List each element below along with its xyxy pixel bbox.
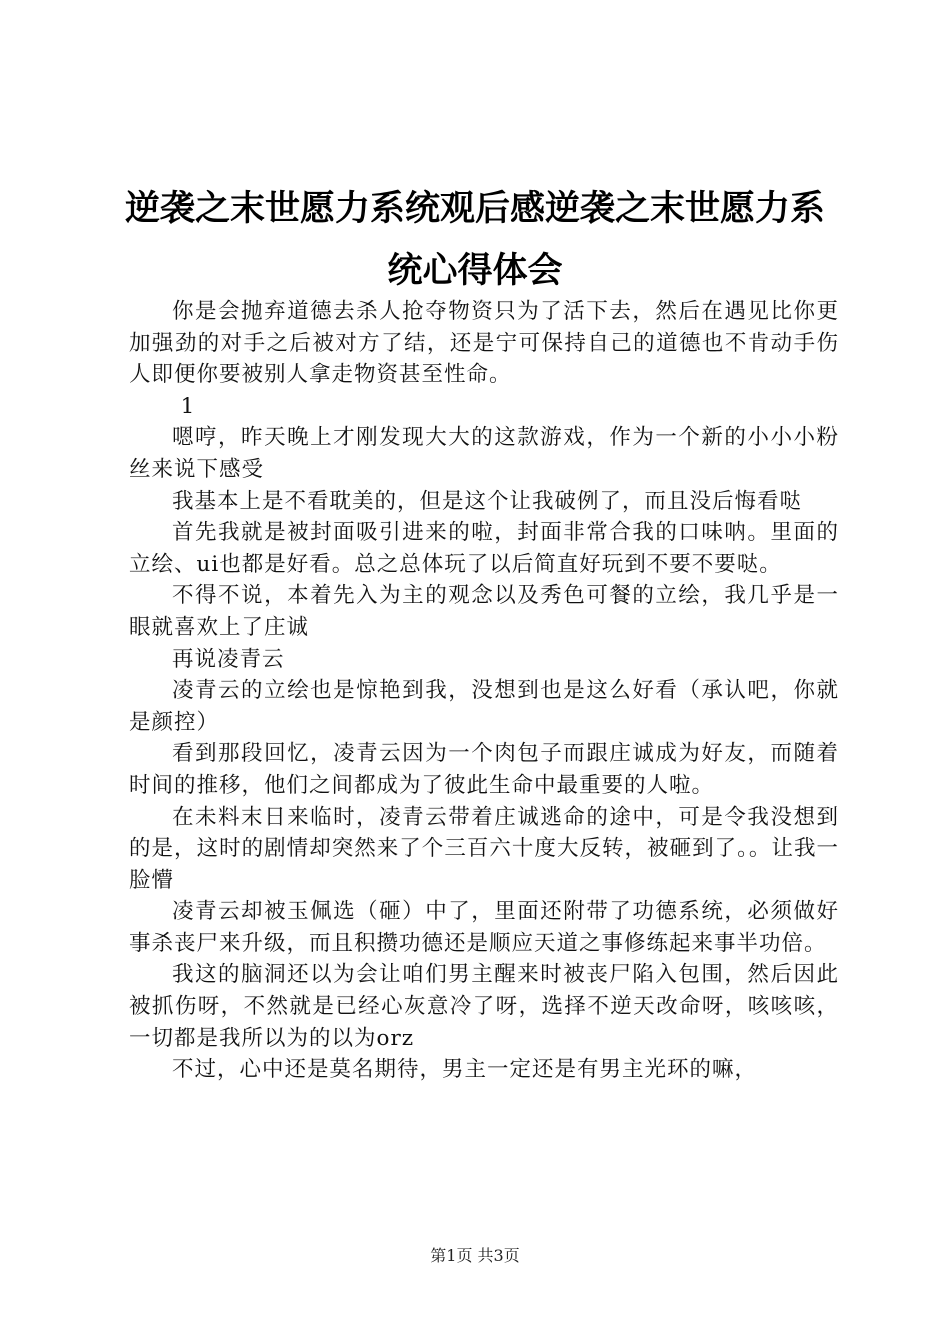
paragraph: 不得不说，本着先入为主的观念以及秀色可餐的立绘，我几乎是一眼就喜欢上了庄诚 bbox=[129, 583, 839, 640]
paragraph: 不过，心中还是莫名期待，男主一定还是有男主光环的嘛， bbox=[172, 1057, 758, 1083]
paragraph: 嗯哼，昨天晚上才刚发现大大的这款游戏，作为一个新的小小小粉丝来说下感受 bbox=[129, 425, 839, 482]
page-footer: 第1页 共3页 bbox=[430, 1246, 520, 1265]
paragraph: 你是会抛弃道德去杀人抢夺物资只为了活下去，然后在遇见比你更加强劲的对手之后被对方了结，还是宁可保持自己的道德也不肯动手伤人即便你要被别人拿走物资甚至性命。 bbox=[129, 299, 839, 388]
paragraph: 首先我就是被封面吸引进来的啦，封面非常合我的口味呐。里面的立绘、ui也都是好看。总之总体玩了以后简直好玩到不要不要哒。 bbox=[129, 520, 839, 577]
paragraph-number: 1 bbox=[180, 393, 196, 419]
paragraph: 看到那段回忆，凌青云因为一个肉包子而跟庄诚成为好友，而随着时间的推移，他们之间都成为了彼此生命中最重要的人啦。 bbox=[129, 741, 839, 798]
paragraph: 我这的脑洞还以为会让咱们男主醒来时被丧尸陷入包围，然后因此被抓伤呀，不然就是已经心灰意冷了呀，选择不逆天改命呀，咳咳咳，一切都是我所以为的以为orz bbox=[129, 962, 839, 1051]
paragraph: 再说凌青云 bbox=[172, 646, 285, 672]
document-title: 逆袭之末世愿力系统观后感逆袭之末世愿力系统心得体会 bbox=[124, 189, 825, 291]
paragraph: 凌青云的立绘也是惊艳到我，没想到也是这么好看（承认吧，你就是颜控） bbox=[129, 678, 839, 735]
document-body bbox=[129, 296, 839, 1086]
paragraph: 凌青云却被玉佩选（砸）中了，里面还附带了功德系统，必须做好事杀丧尸来升级，而且积攒功德还是顺应天道之事修练起来事半功倍。 bbox=[129, 899, 839, 956]
paragraph: 我基本上是不看耽美的，但是这个让我破例了，而且没后悔看哒 bbox=[172, 488, 803, 514]
paragraph: 在未料末日来临时，凌青云带着庄诚逃命的途中，可是令我没想到的是，这时的剧情却突然来了个三百六十度大反转，被砸到了。。让我一脸懵 bbox=[129, 804, 839, 893]
